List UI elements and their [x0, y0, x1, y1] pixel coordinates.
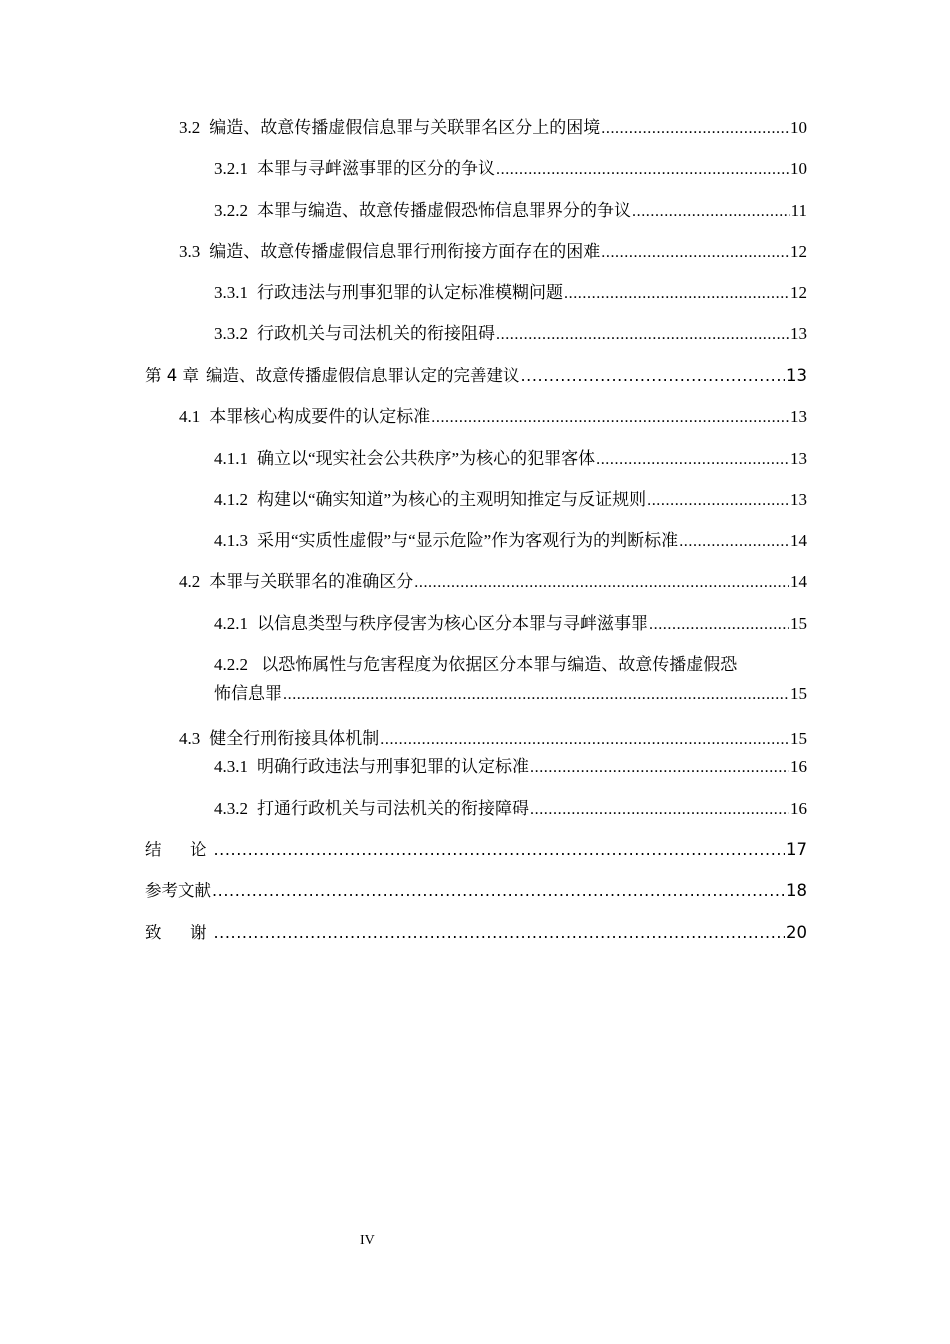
toc-entry[interactable]	[214, 283, 807, 304]
toc-entry[interactable]	[214, 531, 807, 552]
toc-entry-chapter[interactable]	[145, 366, 807, 386]
toc-entry[interactable]	[214, 449, 807, 470]
toc-entry[interactable]	[214, 159, 807, 180]
toc-title: 参考文献	[145, 881, 211, 900]
toc-entry[interactable]	[214, 324, 807, 345]
toc-page: 13	[790, 324, 807, 343]
toc-page: 15	[790, 684, 807, 703]
toc-title: 结 论	[145, 840, 213, 859]
toc-leader	[632, 202, 790, 222]
toc-page: 16	[790, 757, 807, 776]
toc-page: 12	[790, 242, 807, 261]
toc-title: 编造、故意传播虚假信息罪与关联罪名区分上的困境	[209, 118, 601, 137]
toc-page: 10	[790, 118, 807, 137]
toc-number: 4.2.1	[214, 614, 248, 633]
toc-leader	[431, 408, 789, 428]
toc-title: 编造、故意传播虚假信息罪行刑衔接方面存在的困难	[209, 242, 601, 261]
toc-entry[interactable]	[179, 729, 807, 750]
toc-leader	[214, 840, 786, 860]
toc-title: 明确行政违法与刑事犯罪的认定标准	[257, 757, 529, 776]
toc-page: 16	[790, 799, 807, 818]
toc-title: 怖信息罪	[214, 684, 282, 703]
toc-page: 13	[790, 490, 807, 509]
toc-title: 本罪核心构成要件的认定标准	[209, 407, 431, 426]
toc-page: 14	[790, 531, 807, 550]
toc-number: 3.3.1	[214, 283, 248, 302]
toc-number: 4.1.3	[214, 531, 248, 550]
toc-number: 4.1.1	[214, 449, 248, 468]
toc-entry[interactable]	[179, 407, 807, 428]
toc-page: 15	[790, 614, 807, 633]
toc-title: 编造、故意传播虚假信息罪认定的完善建议	[206, 366, 520, 385]
toc-leader	[214, 923, 786, 943]
toc-leader	[496, 160, 789, 180]
toc-number: 3.2	[179, 118, 201, 137]
toc-entry-acknowledgements[interactable]	[145, 923, 807, 943]
toc-title: 健全行刑衔接具体机制	[209, 729, 380, 748]
toc-title: 打通行政机关与司法机关的衔接障碍	[257, 799, 529, 818]
toc-title: 采用“实质性虚假”与“显示危险”作为客观行为的判断标准	[257, 531, 679, 550]
toc-number: 3.2.1	[214, 159, 248, 178]
toc-entry-wrapped-line2[interactable]	[214, 684, 807, 705]
toc-leader	[596, 450, 789, 470]
toc-leader	[601, 119, 789, 139]
toc-title: 以信息类型与秩序侵害为核心区分本罪与寻衅滋事罪	[257, 614, 648, 633]
toc-title: 构建以“确实知道”为核心的主观明知推定与反证规则	[257, 490, 647, 509]
toc-leader	[212, 881, 785, 901]
toc-page: 11	[790, 201, 807, 220]
toc-entry-conclusion[interactable]	[145, 840, 807, 860]
toc-entry-wrapped-line1[interactable]	[214, 655, 807, 675]
toc-number: 4.1	[179, 407, 201, 426]
toc-number: 4.2.2	[214, 655, 248, 674]
toc-page: 17	[786, 840, 807, 859]
toc-title: 本罪与关联罪名的准确区分	[209, 572, 414, 591]
toc-number: 4.1.2	[214, 490, 248, 509]
toc-leader	[283, 685, 789, 705]
toc-leader	[530, 758, 789, 778]
toc-page: 13	[790, 407, 807, 426]
toc-entry[interactable]	[214, 614, 807, 635]
toc-title: 确立以“现实社会公共秩序”为核心的犯罪客体	[257, 449, 596, 468]
toc-title: 行政违法与刑事犯罪的认定标准模糊问题	[257, 283, 563, 302]
toc-leader	[564, 284, 789, 304]
toc-number: 4.3.1	[214, 757, 248, 776]
toc-entry[interactable]	[214, 799, 807, 820]
toc-number: 4.3	[179, 729, 201, 748]
toc-number: 3.2.2	[214, 201, 248, 220]
toc-page: 18	[786, 881, 807, 900]
toc-page: 14	[790, 572, 807, 591]
toc-page: 20	[786, 923, 807, 942]
toc-page: 13	[786, 366, 807, 385]
toc-leader	[521, 366, 786, 386]
toc-page: 15	[790, 729, 807, 748]
toc-number: 4.3.2	[214, 799, 248, 818]
toc-number: 3.3.2	[214, 324, 248, 343]
toc-leader	[414, 573, 789, 593]
toc-title: 本罪与寻衅滋事罪的区分的争议	[257, 159, 495, 178]
toc-leader	[679, 532, 789, 552]
page-number: IV	[360, 1233, 375, 1248]
toc-number: 4.2	[179, 572, 201, 591]
toc-leader	[601, 243, 789, 263]
toc-entry[interactable]	[179, 572, 807, 593]
toc-leader	[496, 325, 789, 345]
toc-entry[interactable]	[179, 118, 807, 139]
toc-page: 12	[790, 283, 807, 302]
toc-title: 本罪与编造、故意传播虚假恐怖信息罪界分的争议	[257, 201, 631, 220]
toc-entry[interactable]	[214, 201, 807, 222]
toc-page: 13	[790, 449, 807, 468]
toc-title: 行政机关与司法机关的衔接阻碍	[257, 324, 495, 343]
toc-leader	[649, 615, 789, 635]
toc-entry-references[interactable]	[145, 881, 807, 901]
toc-entry[interactable]	[179, 242, 807, 263]
toc-leader	[380, 730, 789, 750]
toc-title: 致 谢	[145, 923, 213, 942]
toc-title: 以恐怖属性与危害程度为依据区分本罪与编造、故意传播虚假恐	[261, 655, 738, 674]
toc-leader	[530, 800, 789, 820]
toc-entry[interactable]	[214, 490, 807, 511]
toc-leader	[647, 491, 789, 511]
toc-number: 第 4 章	[145, 366, 199, 385]
toc-number: 3.3	[179, 242, 201, 261]
toc-page: 10	[790, 159, 807, 178]
toc-entry[interactable]	[214, 757, 807, 778]
